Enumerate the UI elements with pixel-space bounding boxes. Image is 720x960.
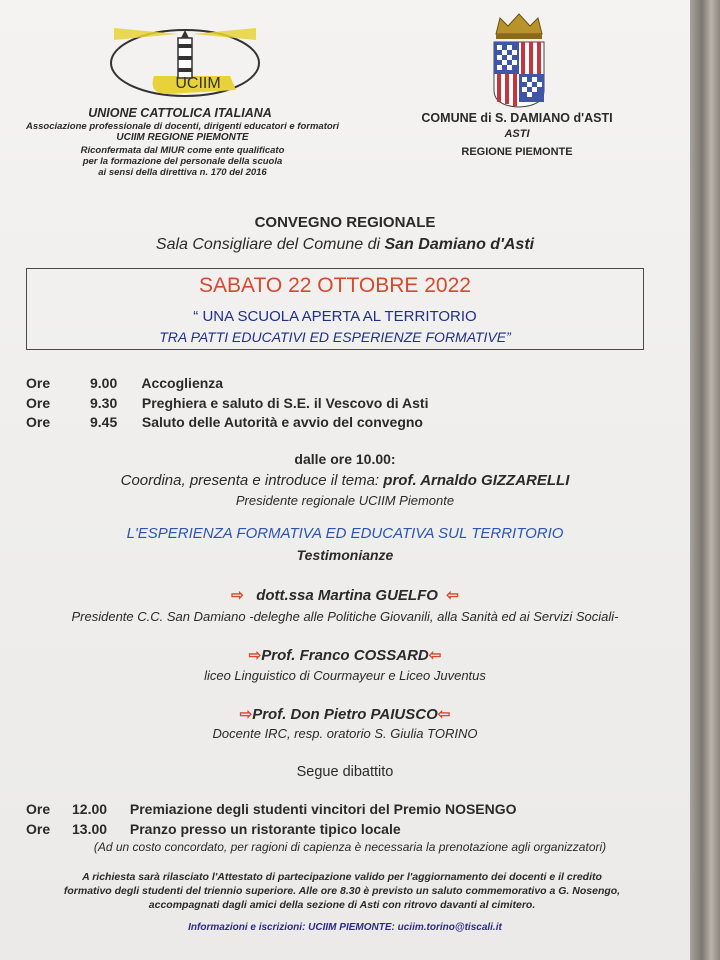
note-line: formativo degli studenti del triennio superiore. Alle ore 8.30 è previsto un saluto commemorativo a G. Nosengo,: [63, 885, 621, 897]
note-line: accompagnati dagli amici della sezione di Asti con ritrovo davanti al cimitero.: [148, 899, 536, 911]
background-surface: [690, 0, 720, 960]
schedule-row: [26, 375, 223, 391]
arrow-right-icon: ⇨: [231, 587, 244, 604]
speaker: [0, 586, 690, 604]
arrow-left-icon: ⇦: [437, 706, 451, 723]
schedule-text: Saluto delle Autorità e avvio del convegno: [141, 414, 423, 430]
schedule-label: Ore: [26, 395, 51, 411]
event-title-line2: TRA PATTI EDUCATIVI ED ESPERIENZE FORMATIVE”: [159, 329, 511, 345]
schedule-text: Accoglienza: [141, 375, 224, 391]
org-region: UCIIM REGIONE PIEMONTE: [116, 132, 249, 143]
event-type: CONVEGNO REGIONALE: [254, 214, 436, 231]
comune-crest: [486, 10, 552, 108]
schedule-row: [26, 414, 423, 430]
schedule-time: 9.30: [90, 395, 118, 411]
arrow-left-icon: ⇦: [446, 587, 459, 604]
miur-line: ai sensi della direttiva n. 170 del 2016: [98, 167, 267, 178]
schedule-text: Pranzo presso un ristorante tipico locale: [129, 821, 401, 837]
speaker-name: Prof. Don Pietro PAIUSCO: [252, 706, 438, 723]
schedule-row: [26, 801, 517, 817]
schedule-label: Ore: [26, 375, 51, 391]
venue-prefix: Sala Consigliare del Comune di: [155, 236, 385, 253]
schedule-text: Preghiera e saluto di S.E. il Vescovo di Asti: [141, 395, 429, 411]
arrow-right-icon: ⇨: [239, 706, 253, 723]
uciim-logo-graphic: [108, 24, 262, 102]
comune-name: COMUNE di S. DAMIANO d'ASTI: [421, 111, 613, 125]
crest-graphic: [486, 10, 552, 108]
comune-province: ASTI: [504, 128, 530, 140]
schedule-time: 13.00: [72, 821, 108, 837]
coordinator-name: prof. Arnaldo GIZZARELLI: [383, 472, 570, 489]
speaker-role: Presidente C.C. San Damiano -deleghe alle Politiche Giovanili, alla Sanità ed ai Servizi Sociali-: [71, 609, 619, 624]
speaker-role: Docente IRC, resp. oratorio S. Giulia TORINO: [212, 726, 478, 741]
section-title: L'ESPERIENZA FORMATIVA ED EDUCATIVA SUL TERRITORIO: [126, 525, 564, 542]
schedule-row: [26, 395, 428, 411]
schedule-row: [26, 821, 401, 837]
arrow-left-icon: ⇦: [428, 647, 442, 664]
section-subtitle: Testimonianze: [296, 547, 394, 563]
comune-region: REGIONE PIEMONTE: [461, 146, 573, 158]
schedule-text: Premiazione degli studenti vincitori del Premio NOSENGO: [129, 801, 517, 817]
speaker: [0, 646, 690, 664]
contact-info: Informazioni e iscrizioni: UCIIM PIEMONTE: uciim.torino@tiscali.it: [188, 922, 502, 933]
arrow-right-icon: ⇨: [248, 647, 262, 664]
lunch-note: (Ad un costo concordato, per ragioni di capienza è necessaria la prenotazione agli organizzatori): [93, 840, 607, 854]
session-start: dalle ore 10.00:: [294, 451, 396, 467]
miur-note: [10, 145, 355, 178]
venue-place: San Damiano d'Asti: [384, 236, 535, 253]
note-line: A richiesta sarà rilasciato l'Attestato di partecipazione valido per l'aggiornamento dei docenti e il credito: [82, 871, 602, 883]
speaker-name: Prof. Franco COSSARD: [261, 647, 429, 664]
logo-text: UCIIM: [175, 75, 221, 92]
uciim-logo: [108, 24, 262, 102]
schedule-label: Ore: [26, 821, 51, 837]
schedule-label: Ore: [26, 414, 51, 430]
miur-line: Riconfermata dal MIUR come ente qualificato: [80, 145, 285, 156]
speaker: [0, 705, 690, 723]
org-subtitle: Associazione professionale di docenti, dirigenti educatori e formatori: [25, 121, 340, 132]
certificate-note: [12, 870, 672, 912]
debate-note: Segue dibattito: [296, 764, 394, 780]
coordinator-role: Presidente regionale UCIIM Piemonte: [235, 493, 455, 508]
schedule-time: 12.00: [72, 801, 108, 817]
coordinator: [0, 472, 690, 489]
org-title: UNIONE CATTOLICA ITALIANA: [88, 106, 272, 120]
event-venue: [0, 236, 690, 254]
schedule-label: Ore: [26, 801, 51, 817]
speaker-role: liceo Linguistico di Courmayeur e Liceo Juventus: [204, 668, 486, 683]
schedule-time: 9.00: [90, 375, 118, 391]
speaker-name: dott.ssa Martina GUELFO: [256, 587, 438, 604]
coordinator-prefix: Coordina, presenta e introduce il tema:: [120, 472, 384, 489]
event-title-line1: “ UNA SCUOLA APERTA AL TERRITORIO: [193, 308, 477, 325]
miur-line: per la formazione del personale della scuola: [82, 156, 283, 167]
schedule-time: 9.45: [90, 414, 118, 430]
event-date: SABATO 22 OTTOBRE 2022: [199, 274, 471, 297]
